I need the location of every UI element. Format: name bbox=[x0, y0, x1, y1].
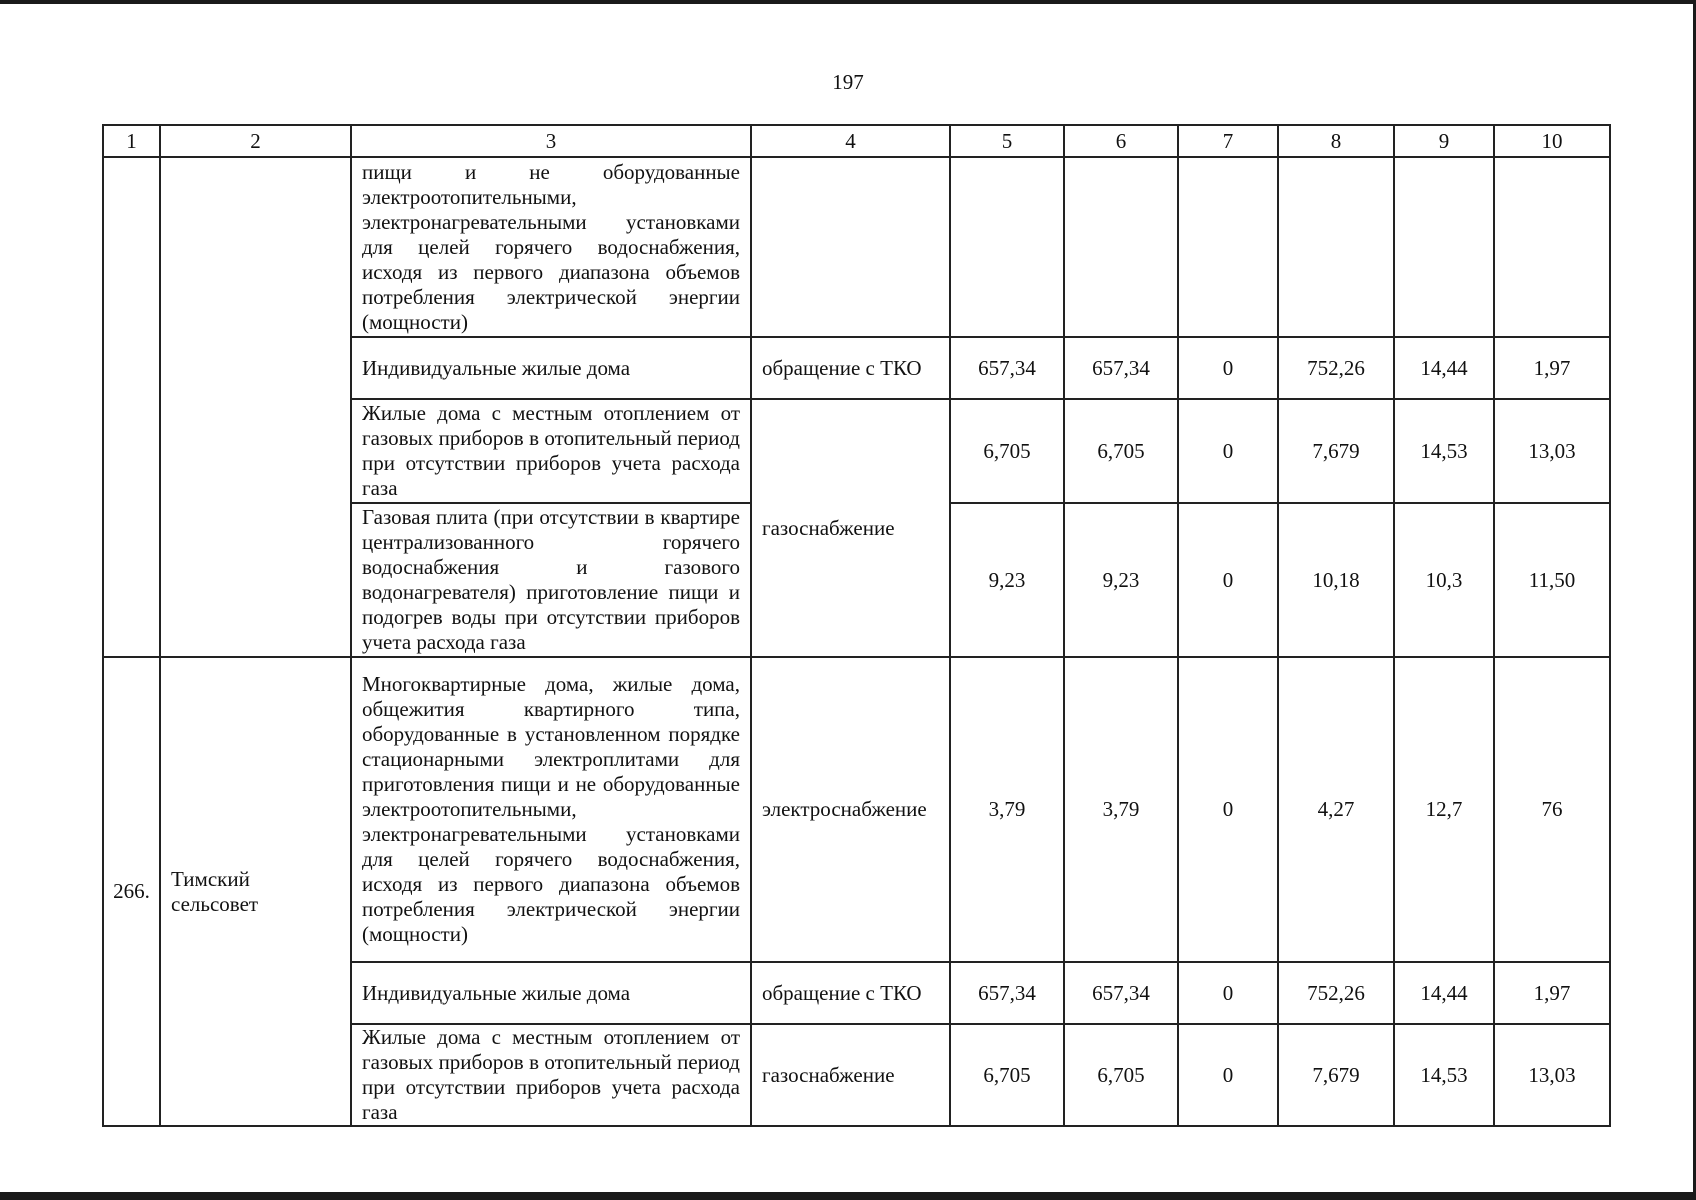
value-cell: 0 bbox=[1178, 337, 1278, 399]
value-cell bbox=[1394, 157, 1494, 337]
description-cell: Индивидуальные жилые дома bbox=[351, 962, 751, 1024]
value-cell: 657,34 bbox=[950, 962, 1064, 1024]
value-cell: 6,705 bbox=[950, 399, 1064, 503]
entry-number-cell: 266. bbox=[103, 657, 160, 1126]
value-cell: 13,03 bbox=[1494, 399, 1610, 503]
service-cell bbox=[751, 157, 950, 337]
value-cell: 1,97 bbox=[1494, 962, 1610, 1024]
header-cell: 6 bbox=[1064, 125, 1178, 157]
scan-edge-bottom bbox=[0, 1192, 1696, 1200]
value-cell: 0 bbox=[1178, 399, 1278, 503]
value-cell: 9,23 bbox=[950, 503, 1064, 657]
description-cell: Газовая плита (при отсутствии в квартире централизованного горячего водоснабжения и газового водонагревателя) приготовление пищи и подогрев воды при отсутствии приборов учета расхода газа bbox=[351, 503, 751, 657]
value-cell: 6,705 bbox=[1064, 399, 1178, 503]
header-cell: 7 bbox=[1178, 125, 1278, 157]
value-cell: 14,44 bbox=[1394, 337, 1494, 399]
entry-name-cell: Тимский сельсовет bbox=[160, 657, 351, 1126]
header-row bbox=[103, 125, 1610, 157]
value-cell: 1,97 bbox=[1494, 337, 1610, 399]
value-cell: 752,26 bbox=[1278, 962, 1394, 1024]
header-cell: 8 bbox=[1278, 125, 1394, 157]
service-cell: газоснабжение bbox=[751, 399, 950, 657]
description-cell: пищи и не оборудованные электроотопительными, электронагревательными установками для целей горячего водоснабжения, исходя из первого диапазона объемов потребления электрической энергии (мощности) bbox=[351, 157, 751, 337]
page-number: 197 bbox=[832, 70, 864, 94]
tariff-table bbox=[102, 124, 1611, 1127]
value-cell: 14,44 bbox=[1394, 962, 1494, 1024]
value-cell bbox=[1178, 157, 1278, 337]
table-row bbox=[103, 657, 1610, 962]
description-cell: Индивидуальные жилые дома bbox=[351, 337, 751, 399]
value-cell: 12,7 bbox=[1394, 657, 1494, 962]
value-cell: 657,34 bbox=[1064, 962, 1178, 1024]
value-cell: 11,50 bbox=[1494, 503, 1610, 657]
header-cell: 10 bbox=[1494, 125, 1610, 157]
value-cell: 76 bbox=[1494, 657, 1610, 962]
value-cell: 4,27 bbox=[1278, 657, 1394, 962]
value-cell: 3,79 bbox=[950, 657, 1064, 962]
value-cell: 752,26 bbox=[1278, 337, 1394, 399]
value-cell: 13,03 bbox=[1494, 1024, 1610, 1126]
value-cell: 6,705 bbox=[950, 1024, 1064, 1126]
value-cell bbox=[950, 157, 1064, 337]
scan-edge-top bbox=[0, 0, 1696, 4]
header-cell: 2 bbox=[160, 125, 351, 157]
value-cell bbox=[1064, 157, 1178, 337]
entry-name-cell bbox=[160, 157, 351, 657]
value-cell: 657,34 bbox=[950, 337, 1064, 399]
value-cell: 657,34 bbox=[1064, 337, 1178, 399]
value-cell bbox=[1278, 157, 1394, 337]
header-cell: 5 bbox=[950, 125, 1064, 157]
value-cell: 0 bbox=[1178, 503, 1278, 657]
description-cell: Жилые дома с местным отоплением от газовых приборов в отопительный период при отсутствии приборов учета расхода газа bbox=[351, 399, 751, 503]
value-cell: 10,18 bbox=[1278, 503, 1394, 657]
header-cell: 3 bbox=[351, 125, 751, 157]
value-cell: 7,679 bbox=[1278, 1024, 1394, 1126]
description-cell: Жилые дома с местным отоплением от газовых приборов в отопительный период при отсутствии приборов учета расхода газа bbox=[351, 1024, 751, 1126]
value-cell: 6,705 bbox=[1064, 1024, 1178, 1126]
service-cell: газоснабжение bbox=[751, 1024, 950, 1126]
table-row bbox=[103, 157, 1610, 337]
header-cell: 1 bbox=[103, 125, 160, 157]
description-cell: Многоквартирные дома, жилые дома, общежития квартирного типа, оборудованные в установленном порядке стационарными электроплитами для приготовления пищи и не оборудованные электроотопительными, электронагревательными установками для целей горячего водоснабжения, исходя из первого диапазона объемов потребления электрической энергии (мощности) bbox=[351, 657, 751, 962]
value-cell: 3,79 bbox=[1064, 657, 1178, 962]
header-cell: 9 bbox=[1394, 125, 1494, 157]
value-cell: 9,23 bbox=[1064, 503, 1178, 657]
header-cell: 4 bbox=[751, 125, 950, 157]
value-cell: 14,53 bbox=[1394, 1024, 1494, 1126]
value-cell bbox=[1494, 157, 1610, 337]
value-cell: 0 bbox=[1178, 657, 1278, 962]
entry-number-cell bbox=[103, 157, 160, 657]
service-cell: обращение с ТКО bbox=[751, 337, 950, 399]
service-cell: электроснабжение bbox=[751, 657, 950, 962]
value-cell: 10,3 bbox=[1394, 503, 1494, 657]
value-cell: 7,679 bbox=[1278, 399, 1394, 503]
value-cell: 0 bbox=[1178, 1024, 1278, 1126]
value-cell: 14,53 bbox=[1394, 399, 1494, 503]
value-cell: 0 bbox=[1178, 962, 1278, 1024]
service-cell: обращение с ТКО bbox=[751, 962, 950, 1024]
